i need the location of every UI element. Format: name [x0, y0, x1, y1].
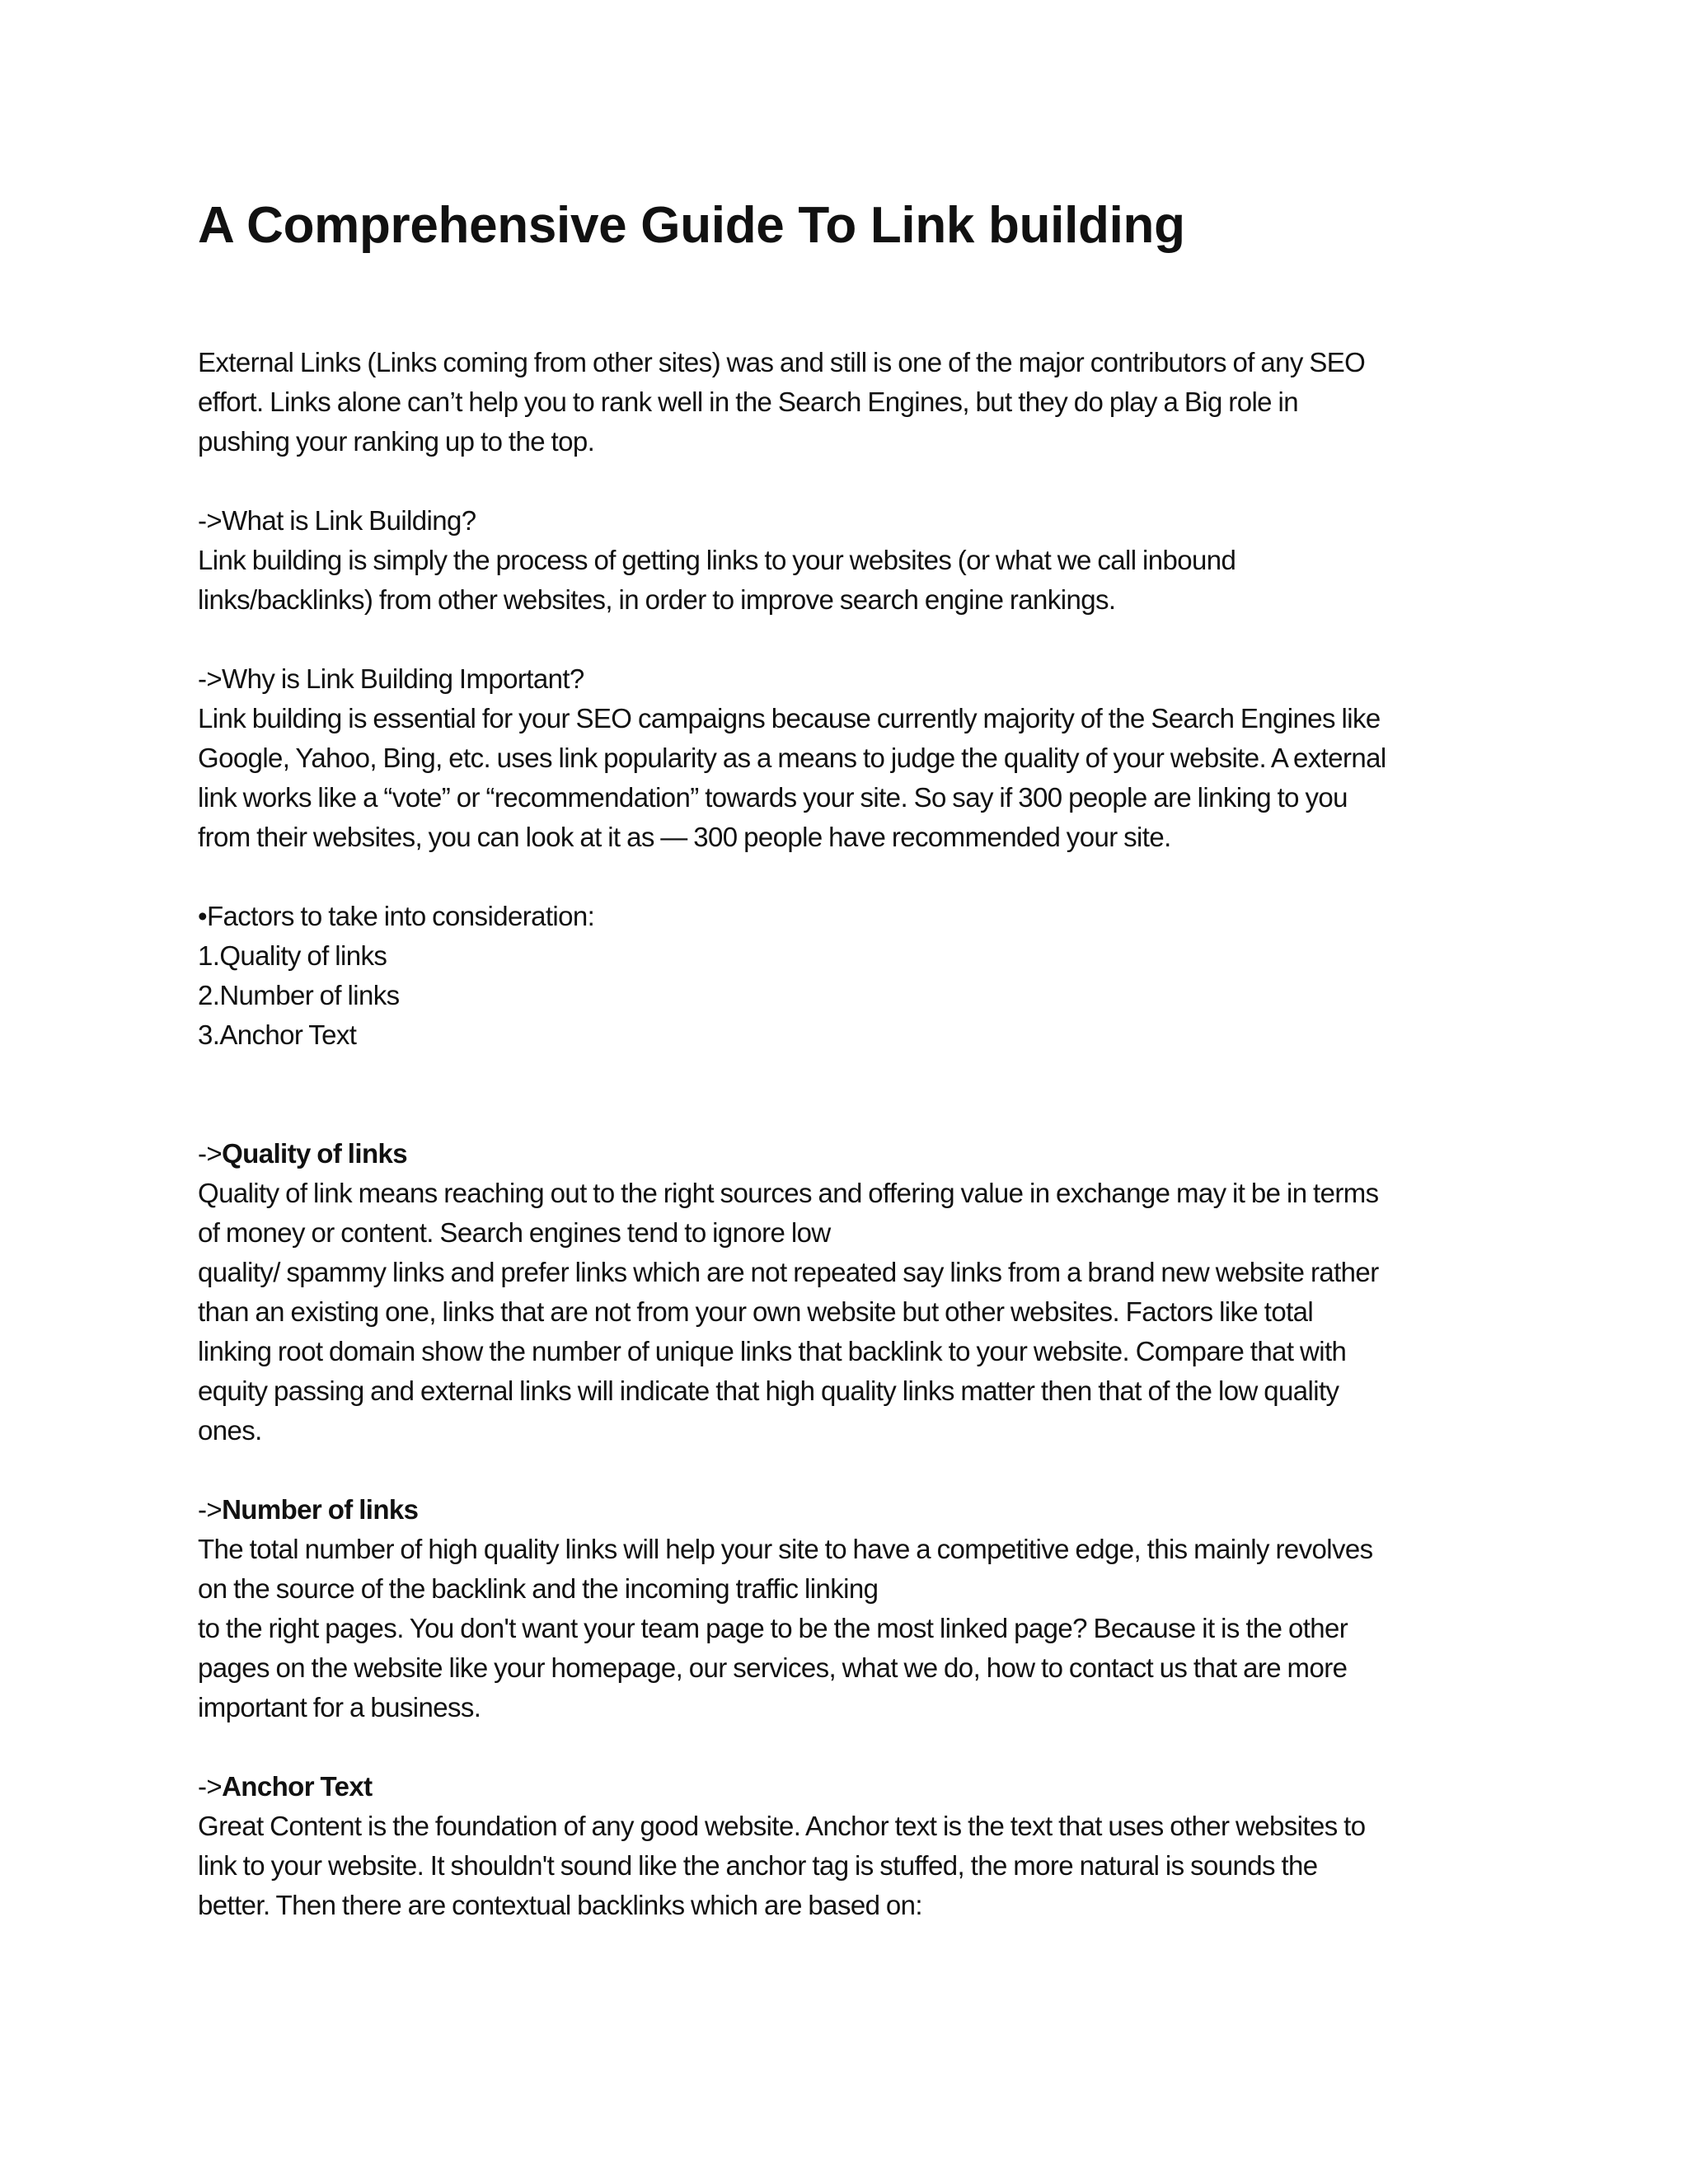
text-line: Link building is simply the process of getting links to your websites (or what we call inbound [198, 545, 1236, 575]
text-line: links/backlinks) from other websites, in order to improve search engine rankings. [198, 584, 1116, 615]
text-line: External Links (Links coming from other sites) was and still is one of the major contributors of any SEO [198, 347, 1366, 377]
why-section [198, 659, 1500, 857]
spacer [198, 857, 1500, 897]
quality-heading [198, 1134, 1500, 1174]
anchor-section [198, 1767, 1500, 1925]
what-section [198, 501, 1500, 620]
heading-text: Number of links [222, 1494, 419, 1525]
factor-item: 3.Anchor Text [198, 1019, 357, 1050]
text-line: Link building is essential for your SEO campaigns because currently majority of the Search Engines like [198, 703, 1381, 733]
text-line: linking root domain show the number of unique links that backlink to your website. Compare that with [198, 1336, 1347, 1366]
spacer [198, 1451, 1500, 1490]
intro-paragraph [198, 343, 1500, 462]
text-line: of money or content. Search engines tend to ignore low [198, 1217, 831, 1248]
text-line: Google, Yahoo, Bing, etc. uses link popularity as a means to judge the quality of your website. A external [198, 743, 1386, 773]
text-line: to the right pages. You don't want your team page to be the most linked page? Because it is the other [198, 1613, 1348, 1643]
heading-text: Anchor Text [222, 1771, 373, 1802]
quality-section [198, 1134, 1500, 1451]
text-line: important for a business. [198, 1692, 481, 1722]
document-title: A Comprehensive Guide To Link building [198, 197, 1185, 254]
what-heading: ->What is Link Building? [198, 505, 476, 536]
text-line: on the source of the backlink and the incoming traffic linking [198, 1573, 879, 1604]
text-line: effort. Links alone can’t help you to rank well in the Search Engines, but they do play a Big role in [198, 387, 1298, 417]
number-heading [198, 1490, 1500, 1530]
text-line: pages on the website like your homepage, our services, what we do, how to contact us that are more [198, 1652, 1348, 1683]
text-line: ones. [198, 1415, 262, 1446]
text-line: link to your website. It shouldn't sound like the anchor tag is stuffed, the more natural is sounds the [198, 1850, 1318, 1881]
text-line: Great Content is the foundation of any good website. Anchor text is the text that uses other websites to [198, 1811, 1366, 1841]
spacer [198, 1055, 1500, 1134]
factors-section [198, 897, 1500, 1055]
number-section [198, 1490, 1500, 1727]
factor-item: 1.Quality of links [198, 940, 387, 971]
factor-item: 2.Number of links [198, 980, 400, 1010]
text-line: pushing your ranking up to the top. [198, 426, 595, 457]
heading-arrow: -> [198, 1771, 223, 1802]
why-heading: ->Why is Link Building Important? [198, 663, 584, 694]
text-line: equity passing and external links will indicate that high quality links matter then that of the low quality [198, 1376, 1339, 1406]
text-line: better. Then there are contextual backlinks which are based on: [198, 1890, 922, 1920]
anchor-heading [198, 1767, 1500, 1807]
text-line: quality/ spammy links and prefer links which are not repeated say links from a brand new website rather [198, 1257, 1379, 1287]
heading-arrow: -> [198, 1138, 223, 1169]
document-content [198, 194, 1500, 1925]
heading-text: Quality of links [222, 1138, 408, 1169]
spacer [198, 620, 1500, 659]
text-line: from their websites, you can look at it as — 300 people have recommended your site. [198, 822, 1171, 852]
heading-arrow: -> [198, 1494, 223, 1525]
text-line: link works like a “vote” or “recommendation” towards your site. So say if 300 people are linking to you [198, 782, 1348, 813]
factors-heading: •Factors to take into consideration: [198, 901, 595, 931]
text-line: than an existing one, links that are not from your own website but other websites. Factors like total [198, 1296, 1314, 1327]
text-line: Quality of link means reaching out to the right sources and offering value in exchange may it be in terms [198, 1178, 1379, 1208]
text-line: The total number of high quality links will help your site to have a competitive edge, this mainly revolves [198, 1534, 1373, 1564]
spacer [198, 462, 1500, 501]
spacer [198, 1727, 1500, 1767]
